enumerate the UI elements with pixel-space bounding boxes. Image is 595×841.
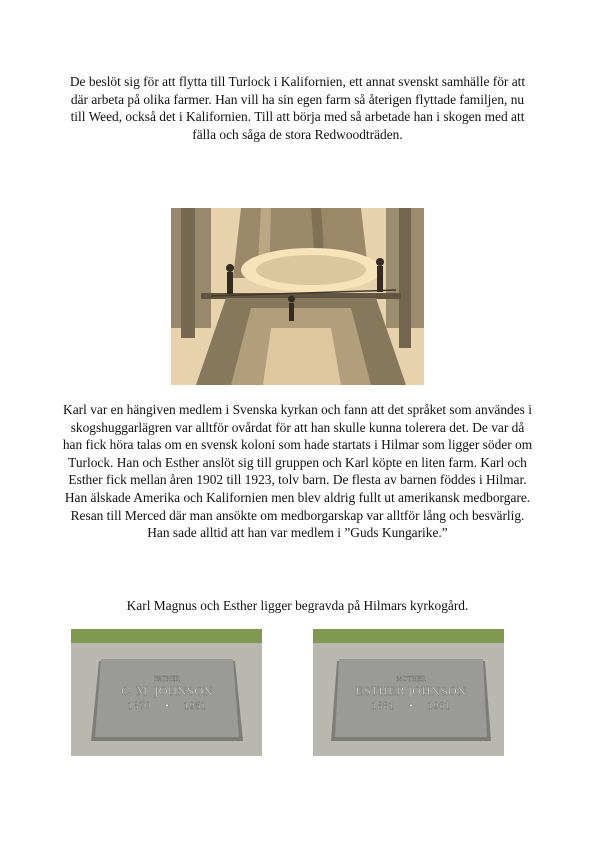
svg-text:•: • (408, 702, 414, 712)
grave-inscription-born: 1881 (371, 702, 395, 712)
paragraph-buried-in-hilmar: Karl Magnus och Esther ligger begravda på Hilmars kyrkogård. (126, 598, 469, 613)
grave-inscription-died: 1961 (427, 702, 451, 712)
grave-inscription-name: ESTHER JOHNSON (355, 685, 467, 698)
grave-inscription-died: 1951 (183, 702, 207, 712)
grave-photo-mother (313, 629, 504, 756)
paragraph-move-to-turlock: De beslöt sig för att flytta till Turlock i Kalifornien, ett annat svenskt samhälle för att där arbeta på olika farmer. Han vill ha sin egen farm så återigen flyttade familjen, nu till Weed, också det i Kalifornien. Till att börja med så arbetade han i skogen med att fälla och såga de stora Redwoodträden. (69, 74, 526, 142)
grave-inscription-name: C. M. JOHNSON (120, 685, 214, 698)
grave-inscription-top: FATHER (154, 676, 180, 683)
svg-text:•: • (164, 702, 170, 712)
redwood-logging-photo (171, 208, 424, 385)
grave-inscription-top: MOTHER (396, 676, 426, 683)
grave-inscription-born: 1870 (127, 702, 151, 712)
grave-photo-father (71, 629, 262, 756)
paragraph-church-and-hilmar: Karl var en hängiven medlem i Svenska kyrkan och fann att det språket som användes i skogshuggarlägren var alltför ovårdat för att han skulle kunna tolerera det. De var då han fick höra talas om en svensk koloni som hade startats i Hilmar som ligger söder om Turlock. Han och Esther anslöt sig till gruppen och Karl köpte en liten farm. Karl och Esther fick mellan åren 1902 till 1923, tolv barn. De flesta av barnen föddes i Hilmar. Han älskade Amerika och Kalifornien men blev aldrig fullt ut amerikansk medborgare. Resan till Merced där man ansökte om medborgarskap var alltför lång och besvärlig. Han sade alltid att han var medlem i ”Guds Kungarike.” (62, 402, 533, 541)
